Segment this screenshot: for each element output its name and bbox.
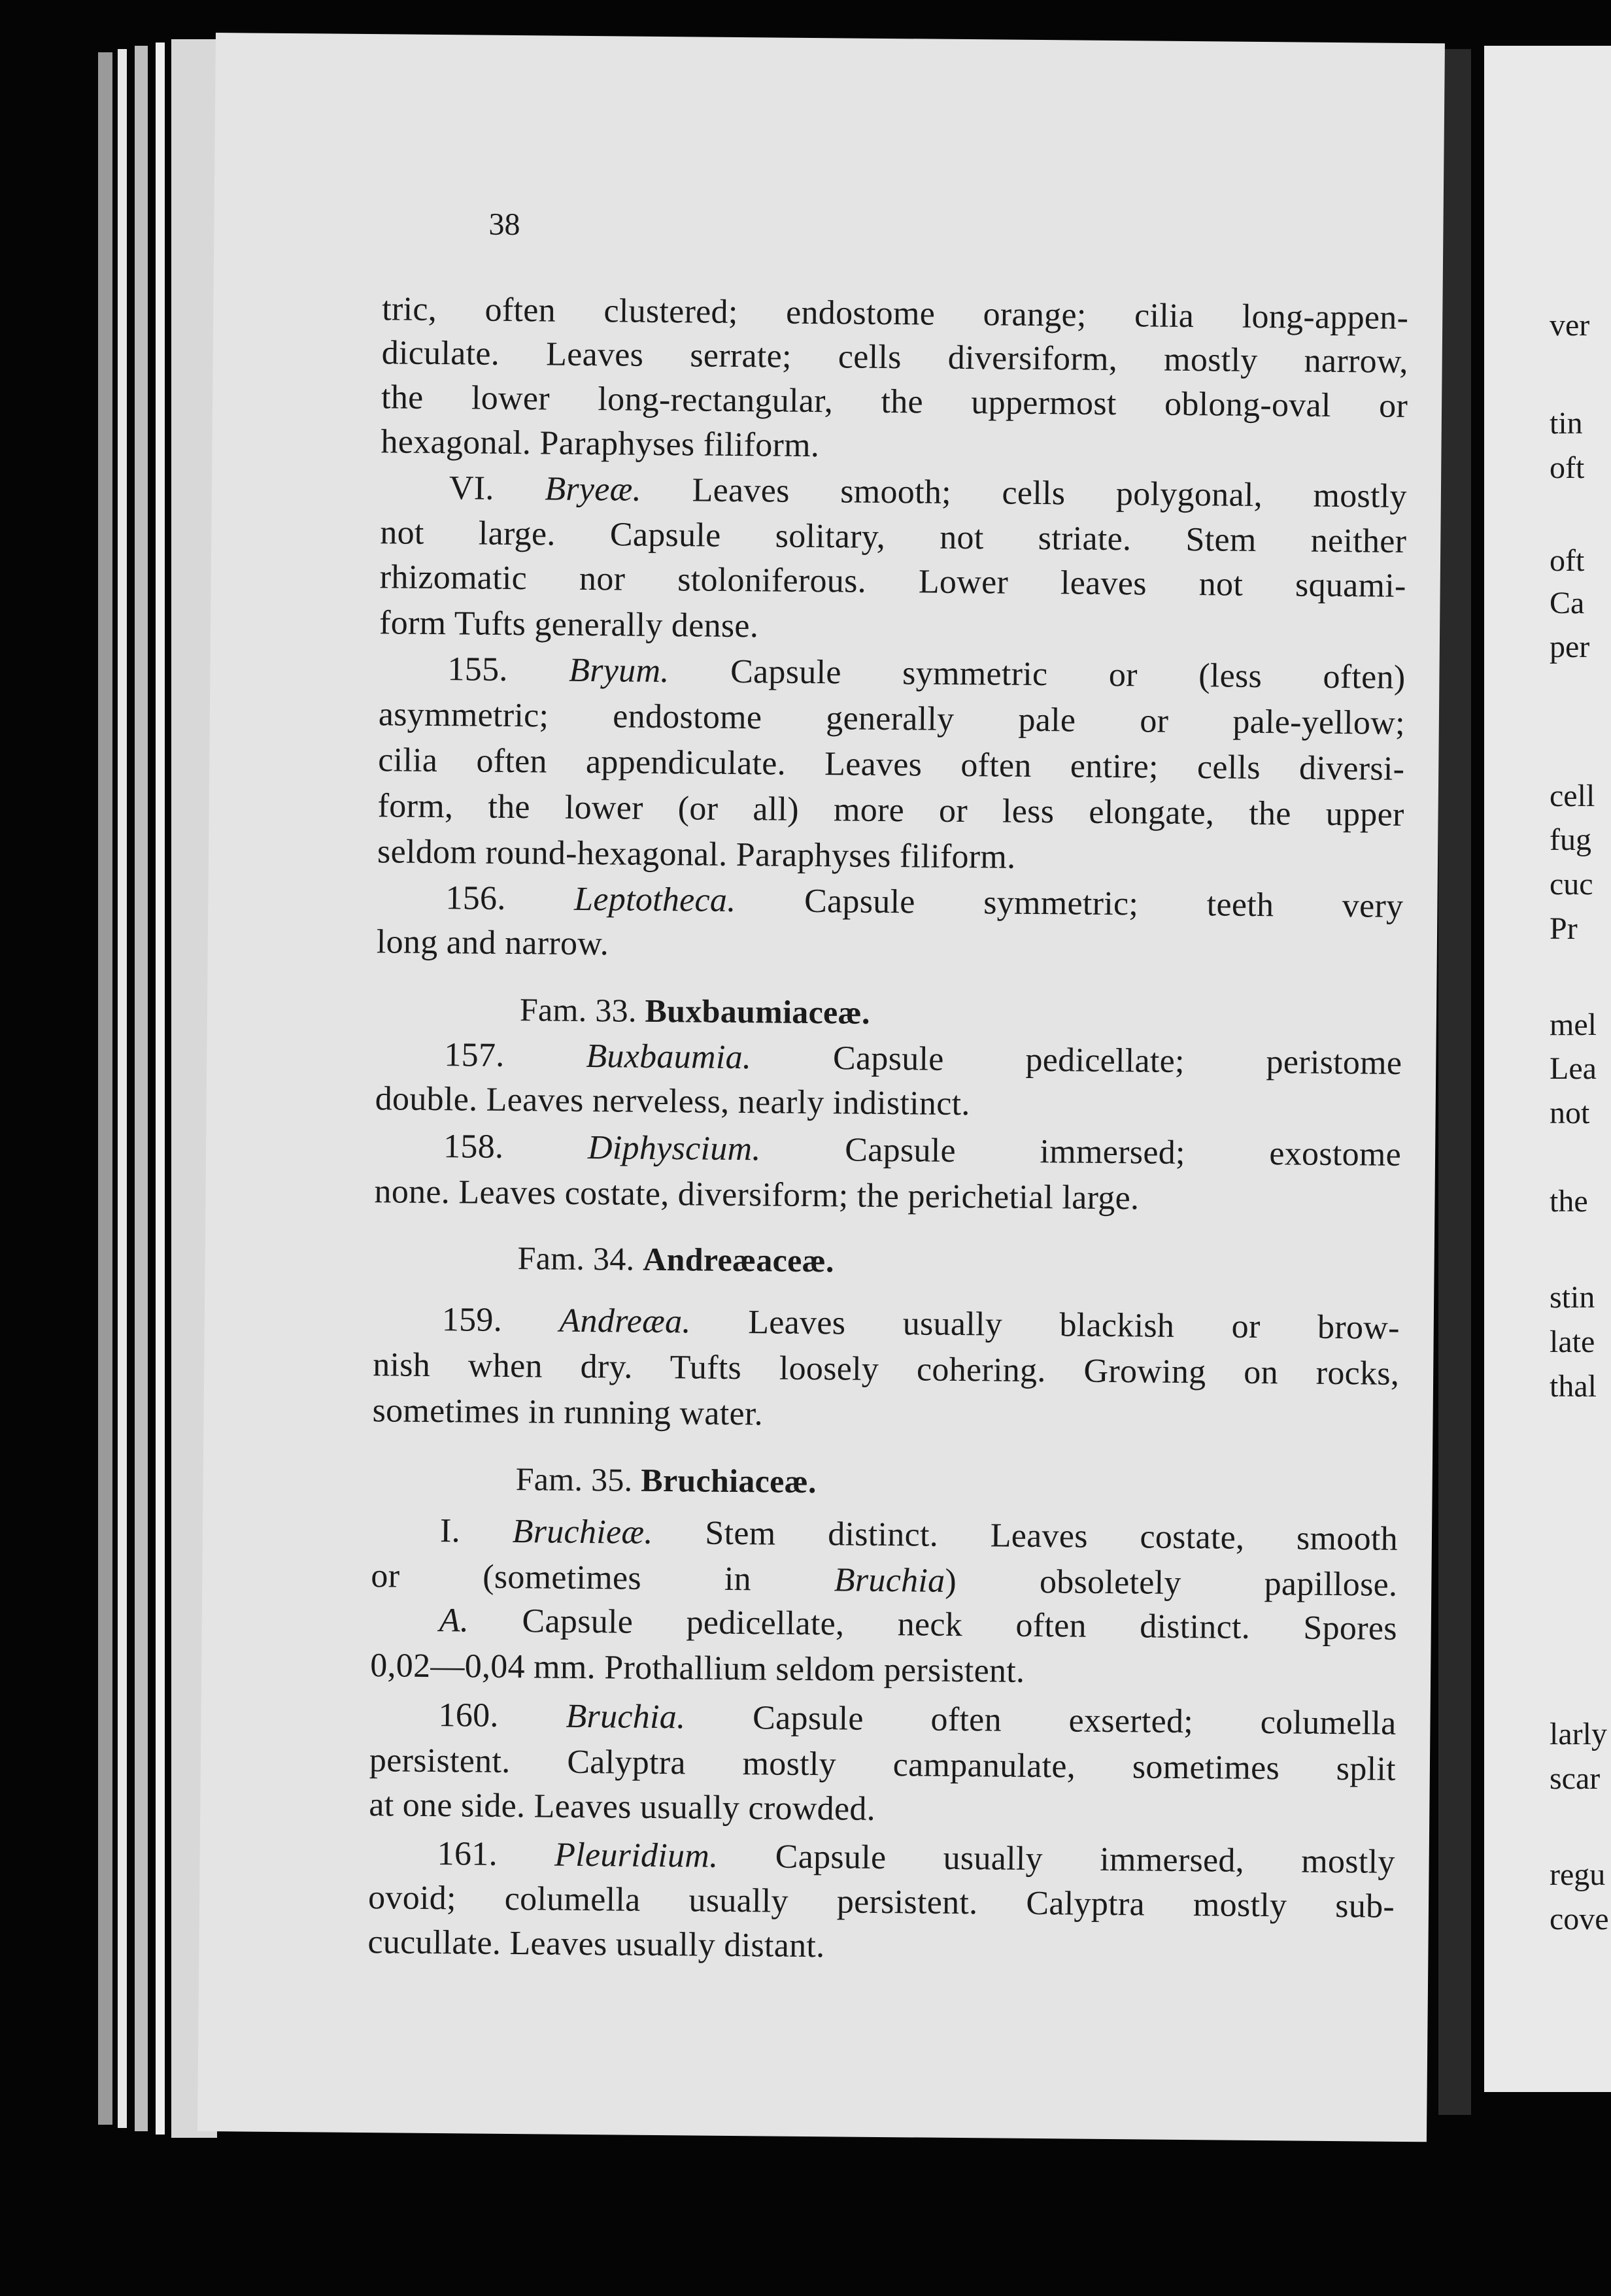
entry-text: Capsule often exserted; columella	[685, 1698, 1397, 1742]
family-number: Fam. 34.	[517, 1240, 635, 1277]
entry-text: Capsule usually immersed, mostly	[718, 1837, 1395, 1881]
entry-line	[371, 1559, 1397, 1602]
genus-name: Buxbaumia.	[586, 1038, 752, 1077]
family-number: Fam. 33.	[519, 991, 637, 1029]
page-gutter-shadow	[1438, 49, 1471, 2115]
text-line: cucullate. Leaves usually distant.	[367, 1923, 825, 1965]
facing-page-word: not	[1550, 1096, 1590, 1130]
entry-number: 160.	[438, 1697, 500, 1734]
page-number: 38	[488, 207, 520, 243]
entry-number: 156.	[445, 879, 506, 917]
book-binding-edge	[135, 46, 148, 2131]
entry-text: Capsule symmetric or (less often)	[669, 652, 1406, 696]
entry-line	[438, 1698, 1396, 1741]
entry-number: VI.	[449, 469, 494, 507]
text-line: 0,02—0,04 mm. Prothallium seldom persistent.	[369, 1647, 1025, 1690]
book-binding-edge	[98, 52, 112, 2125]
text-line: long and narrow.	[376, 923, 609, 963]
family-name: Buxbaumiaceæ.	[645, 992, 871, 1031]
facing-page-word: cell	[1550, 779, 1595, 813]
genus-name: Bruchia	[834, 1561, 945, 1600]
facing-page-word: Lea	[1550, 1051, 1597, 1086]
facing-page-word: scar	[1550, 1761, 1601, 1796]
facing-page-word: cove	[1550, 1902, 1609, 1936]
facing-page-word: oft	[1550, 543, 1585, 578]
facing-page-word: Pr	[1550, 911, 1578, 946]
facing-page-word: fug	[1550, 822, 1591, 857]
genus-name: Bruchieæ.	[512, 1513, 653, 1551]
book-binding-edge	[156, 42, 165, 2135]
family-heading	[515, 1462, 817, 1498]
entry-text: Capsule symmetric; teeth very	[736, 881, 1404, 925]
facing-page-word: oft	[1550, 450, 1585, 485]
text-line: cilia often appendiculate. Leaves often entire; cells diversi-	[378, 741, 1405, 788]
text-line: asymmetric; endostome generally pale or pale-yellow;	[378, 696, 1406, 742]
line-prefix: or (sometimes in	[371, 1557, 835, 1599]
facing-page-fragment	[1484, 46, 1611, 2092]
entry-text: ) obsoletely papillose.	[945, 1562, 1398, 1604]
entry-number: 158.	[443, 1128, 504, 1166]
genus-name: Bryum.	[568, 651, 670, 690]
genus-name: Andreæa.	[559, 1302, 691, 1341]
entry-number: 159.	[441, 1301, 503, 1339]
genus-name: Diphyscium.	[587, 1129, 761, 1168]
genus-name: Pleuridium.	[554, 1836, 719, 1875]
entry-text: Capsule pedicellate, neck often distinct. Spores	[468, 1602, 1398, 1647]
entry-number: I.	[439, 1512, 461, 1550]
text-line: seldom round-hexagonal. Paraphyses filiform.	[377, 833, 1016, 876]
family-name: Bruchiaceæ.	[641, 1461, 817, 1500]
family-heading	[517, 1241, 834, 1277]
text-line: the lower long-rectangular, the uppermost oblong-oval or	[381, 379, 1408, 425]
text-line: ovoid; columella usually persistent. Calyptra mostly sub-	[367, 1879, 1395, 1925]
facing-page-word: thal	[1550, 1369, 1597, 1404]
text-line: rhizomatic nor stoloniferous. Lower leaves not squami-	[379, 558, 1406, 605]
text-line: diculate. Leaves serrate; cells diversiform, mostly narrow,	[381, 334, 1408, 380]
entry-number: 157.	[444, 1036, 505, 1074]
facing-page-word: per	[1550, 630, 1590, 664]
entry-text: Stem distinct. Leaves costate, smooth	[653, 1513, 1399, 1558]
family-heading	[520, 993, 870, 1029]
entry-line	[449, 471, 1407, 514]
facing-page-word: regu	[1550, 1857, 1606, 1892]
entry-line	[442, 1303, 1400, 1345]
facing-page-word: tin	[1550, 406, 1583, 441]
entry-text: Capsule immersed; exostome	[760, 1130, 1402, 1173]
facing-page-word: mel	[1550, 1007, 1597, 1042]
genus-name: Bruchia.	[566, 1697, 686, 1736]
text-line: nish when dry. Tufts loosely cohering. Growing on rocks,	[372, 1346, 1400, 1393]
family-name: Andreæaceæ.	[643, 1240, 835, 1279]
book-page	[197, 33, 1445, 2142]
facing-page-word: late	[1550, 1325, 1595, 1359]
facing-page-word: ver	[1550, 308, 1590, 343]
genus-name: A.	[439, 1602, 469, 1640]
text-line: none. Leaves costate, diversiform; the perichetial large.	[374, 1173, 1140, 1217]
entry-line	[445, 881, 1403, 924]
entry-number: 161.	[437, 1835, 498, 1873]
entry-line	[443, 1130, 1401, 1172]
facing-page-word: cuc	[1550, 867, 1593, 902]
text-line: tric, often clustered; endostome orange; cilia long-appen-	[382, 290, 1409, 337]
entry-number: 155.	[447, 650, 508, 688]
entry-line	[439, 1604, 1397, 1646]
family-number: Fam. 35.	[515, 1460, 633, 1498]
entry-line	[437, 1837, 1395, 1880]
facing-page-word: Ca	[1550, 586, 1585, 620]
text-line: double. Leaves nerveless, nearly indistinct.	[375, 1080, 970, 1123]
entry-line	[447, 652, 1405, 695]
text-line: at one side. Leaves usually crowded.	[369, 1786, 876, 1828]
text-line: persistent. Calyptra mostly campanulate, sometimes split	[369, 1742, 1397, 1788]
facing-page-word: larly	[1550, 1717, 1607, 1751]
book-binding-edge	[118, 49, 127, 2128]
entry-line	[444, 1038, 1402, 1081]
text-line: not large. Capsule solitary, not striate. Stem neither	[380, 514, 1407, 560]
facing-page-word: stin	[1550, 1280, 1595, 1315]
entry-line	[440, 1514, 1398, 1557]
text-line: hexagonal. Paraphyses filiform.	[381, 423, 820, 465]
genus-name: Bryeæ.	[545, 470, 642, 509]
text-line: form, the lower (or all) more or less elongate, the upper	[377, 787, 1404, 834]
text-line: sometimes in running water.	[372, 1392, 764, 1433]
facing-page-word: the	[1550, 1184, 1588, 1219]
text-line: form Tufts generally dense.	[379, 604, 759, 645]
genus-name: Leptotheca.	[573, 880, 736, 919]
entry-text: Capsule pedicellate; peristome	[751, 1039, 1402, 1082]
entry-text: Leaves usually blackish or brow-	[690, 1303, 1400, 1347]
entry-text: Leaves smooth; cells polygonal, mostly	[641, 471, 1408, 515]
